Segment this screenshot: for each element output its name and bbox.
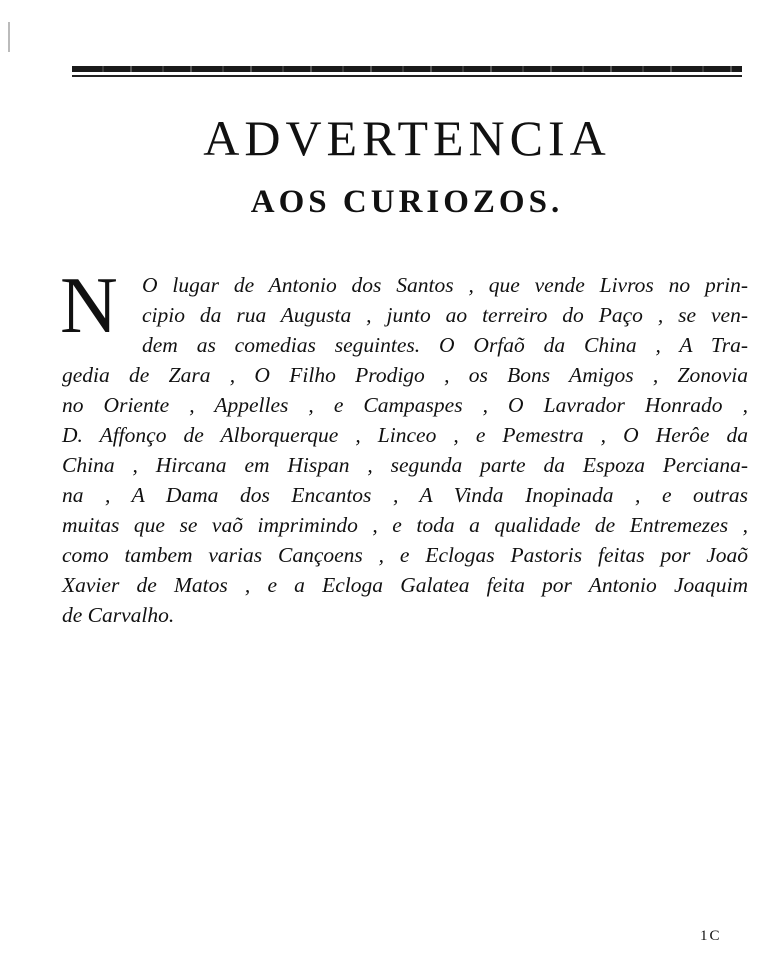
page-subtitle: AOS CURIOZOS. (250, 184, 564, 220)
text-line: como tambem varias Cançoens , e Eclogas Pastoris feitas por Joaõ (62, 543, 748, 567)
text-line: D. Affonço de Alborquerque , Linceo , e Pemestra , O Herôe da (62, 423, 748, 447)
text-line: gedia de Zara , O Filho Prodigo , os Bons Amigos , Zonovia (62, 363, 748, 387)
body-paragraph (62, 270, 748, 630)
text-line: China , Hircana em Hispan , segunda parte da Espoza Perciana- (62, 453, 748, 477)
text-line: na , A Dama dos Encantos , A Vinda Inopinada , e outras (62, 483, 748, 507)
margin-mark (8, 22, 10, 52)
text-line: de Carvalho. (62, 603, 175, 627)
page-title: ADVERTENCIA (203, 110, 611, 166)
text-line: dem as comedias seguintes. O Orfaõ da China , A Tra- (142, 333, 748, 357)
header-rule-thick (72, 66, 742, 72)
text-line: no Oriente , Appelles , e Campaspes , O Lavrador Honrado , (62, 393, 748, 417)
text-line: cipio da rua Augusta , junto ao terreiro do Paço , se ven- (142, 303, 748, 327)
text-line: muitas que se vaõ imprimindo , e toda a qualidade de Entremezes , (62, 513, 748, 537)
drop-cap: N (60, 262, 118, 350)
header-rule-thin (72, 75, 742, 77)
text-line: O lugar de Antonio dos Santos , que vende Livros no prin- (142, 273, 748, 297)
page-number: 1C (700, 928, 722, 944)
text-line: Xavier de Matos , e a Ecloga Galatea feita por Antonio Joaquim (62, 573, 748, 597)
